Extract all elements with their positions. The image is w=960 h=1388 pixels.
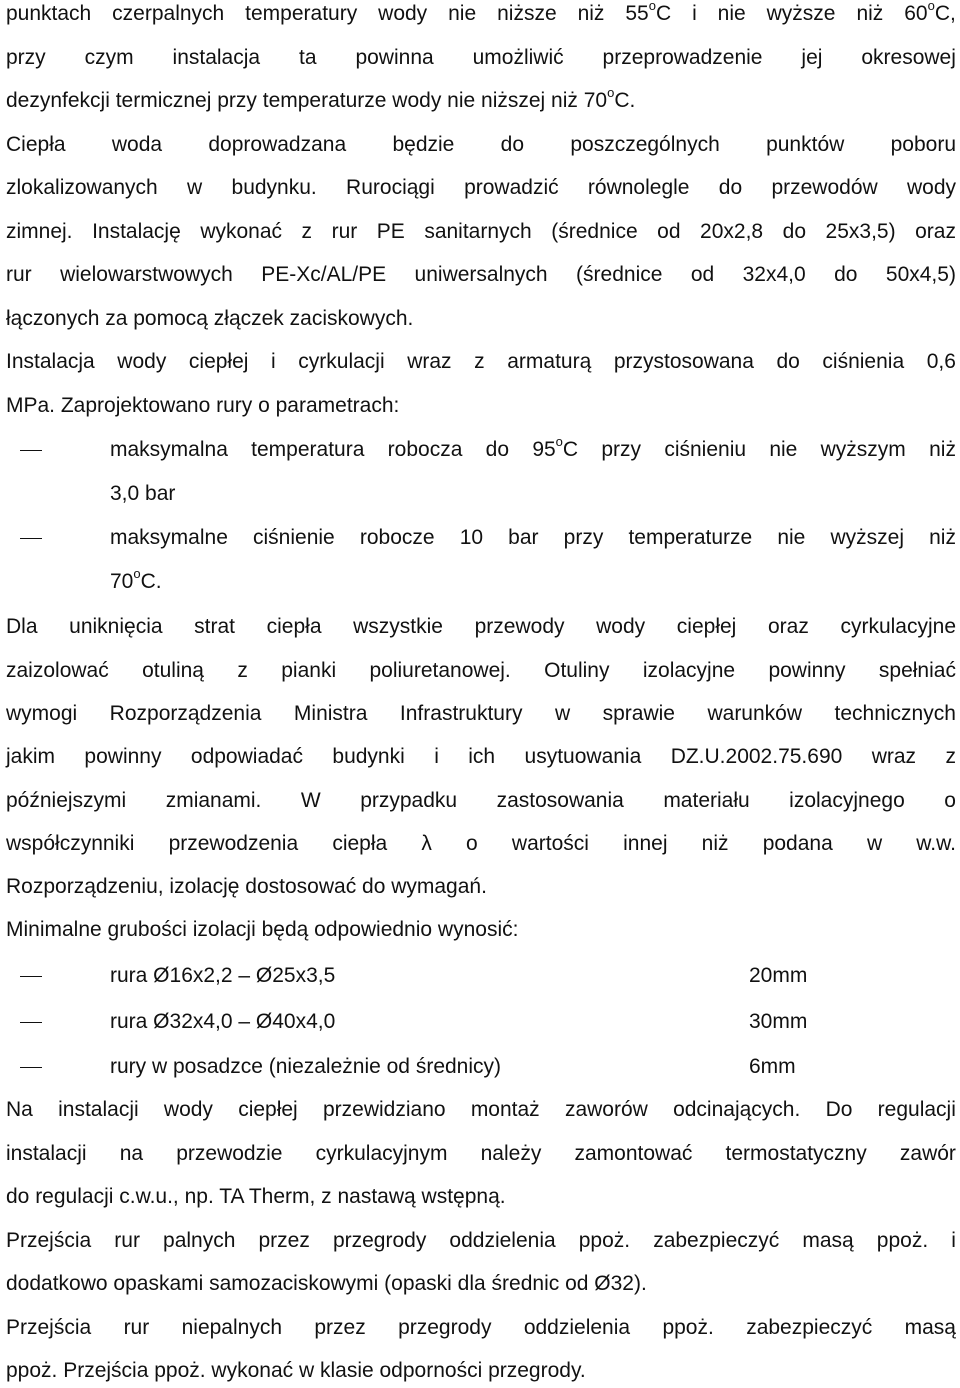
word: niż	[929, 526, 956, 549]
word: i	[271, 350, 276, 373]
word: podana	[762, 832, 833, 855]
text-line-26	[6, 1096, 956, 1124]
word: oddzielenia	[523, 1316, 631, 1339]
word: ciepła	[332, 832, 388, 855]
word: PE-Xc/AL/PE	[261, 263, 387, 286]
word: zamontować	[574, 1142, 693, 1165]
word: przeprowadzenie	[602, 46, 763, 69]
text-line-15	[6, 613, 956, 641]
text-line-29	[6, 1227, 956, 1255]
word: oddzielenia	[449, 1229, 556, 1252]
text-line-5	[6, 174, 956, 202]
word: Ministra	[293, 702, 368, 725]
word: nie	[777, 526, 806, 549]
word: należy	[480, 1142, 542, 1165]
word: prowadzić	[464, 176, 559, 199]
word: przy	[563, 526, 604, 549]
word: wyższe	[766, 2, 836, 25]
word: powinny	[768, 659, 846, 682]
word: technicznych	[834, 702, 956, 725]
word: przewodów	[771, 176, 878, 199]
word: od	[690, 263, 715, 286]
word: instalacji	[6, 1142, 87, 1165]
word: wody	[596, 615, 646, 638]
word: 10	[459, 526, 484, 549]
word: będzie	[392, 133, 455, 156]
text-line-3: dezynfekcji termicznej przy temperaturze wody nie niższej niż 70$^o$C.	[6, 85, 636, 112]
word: wraz	[871, 745, 917, 768]
text-line-19	[6, 787, 956, 815]
word: ppoż.	[578, 1229, 631, 1252]
text-line-4	[6, 131, 956, 159]
dash-bullet-icon	[20, 1067, 42, 1068]
word: maksymalne	[110, 526, 228, 549]
word: strat	[194, 615, 236, 638]
word: uniknięcia	[69, 615, 163, 638]
insulation-thickness: 6mm	[749, 1055, 796, 1078]
word: izolacyjnego	[789, 789, 905, 812]
word: do	[782, 220, 806, 243]
word: (średnice	[551, 220, 638, 243]
word: przez	[314, 1316, 366, 1339]
word: niepalnych	[181, 1316, 282, 1339]
text-line-6	[6, 218, 956, 246]
temperature-55: 55$^o$C	[625, 0, 672, 25]
word: niż	[856, 2, 884, 25]
word: wszystkie	[353, 615, 443, 638]
text-line-22: Minimalne grubości izolacji będą odpowiednio wynosić:	[6, 918, 519, 941]
word: Przejścia	[6, 1316, 92, 1339]
word: temperaturze	[628, 526, 753, 549]
word: zabezpieczyć	[746, 1316, 873, 1339]
word: termostatyczny	[725, 1142, 867, 1165]
word: z	[301, 220, 313, 243]
temperature-60: 60$^o$C,	[904, 0, 956, 25]
word: ppoż.	[662, 1316, 714, 1339]
word: otuliną	[142, 659, 204, 682]
word: PE	[376, 220, 405, 243]
text-line-21: Rozporządzeniu, izolację dostosować do wymagań.	[6, 875, 487, 898]
word: z	[945, 745, 956, 768]
word: niż	[701, 832, 729, 855]
text-line-20	[6, 830, 956, 858]
word: rur	[123, 1316, 150, 1339]
insulation-thickness: 30mm	[749, 1010, 808, 1033]
word: do	[834, 263, 858, 286]
word: rur	[6, 263, 32, 286]
text-line-30: dodatkowo opaskami samozaciskowymi (opaski dla średnic od Ø32).	[6, 1272, 647, 1295]
word: przewodzenia	[168, 832, 299, 855]
word: do	[776, 350, 800, 373]
text-line-18	[6, 743, 956, 771]
word: i	[434, 745, 439, 768]
word: sprawie	[602, 702, 675, 725]
word: zawór	[899, 1142, 956, 1165]
word: wraz	[407, 350, 452, 373]
word: uniwersalnych	[414, 263, 548, 286]
word: usytuowania	[524, 745, 642, 768]
word: niż	[577, 2, 605, 25]
word: odcinających.	[673, 1098, 801, 1121]
word: zastosowania	[496, 789, 624, 812]
word: armaturą	[507, 350, 592, 373]
word: masą	[904, 1316, 956, 1339]
word: zlokalizowanych	[6, 176, 158, 199]
word: przy	[6, 46, 46, 69]
word: zimnej.	[6, 220, 73, 243]
word: zmianami.	[165, 789, 262, 812]
word: o	[944, 789, 956, 812]
word: poliuretanowej.	[369, 659, 511, 682]
text-line-2	[6, 44, 956, 72]
word: i	[692, 2, 697, 25]
text-line-7	[6, 261, 956, 289]
word: w.w.	[916, 832, 956, 855]
word: wody	[378, 2, 428, 25]
text-line-16	[6, 657, 956, 685]
dash-bullet-icon	[20, 538, 42, 539]
word: nie	[448, 2, 477, 25]
word: Ciepła	[6, 133, 66, 156]
word: wartości	[511, 832, 589, 855]
word: regulacji	[877, 1098, 956, 1121]
word: temperatury	[245, 2, 358, 25]
word: masą	[802, 1229, 854, 1252]
word: budynki	[332, 745, 405, 768]
word: 0,6	[926, 350, 956, 373]
word: zaizolować	[6, 659, 109, 682]
word: przegrody	[332, 1229, 427, 1252]
word: Infrastruktury	[399, 702, 523, 725]
word: zaworów	[564, 1098, 648, 1121]
word: Rozporządzenia	[109, 702, 262, 725]
word: przystosowana	[613, 350, 754, 373]
word: cyrkulacyjne	[840, 615, 956, 638]
word: współczynniki	[6, 832, 135, 855]
word: Dla	[6, 615, 38, 638]
text-line-17	[6, 700, 956, 728]
word: Instalację	[92, 220, 181, 243]
word: jakim	[6, 745, 56, 768]
word: ciepłej	[188, 350, 249, 373]
word: od	[657, 220, 681, 243]
insulation-item-3	[6, 1053, 956, 1081]
word: rur	[331, 220, 358, 243]
word: jej	[801, 46, 823, 69]
word: oraz	[915, 220, 956, 243]
word: sanitarnych	[424, 220, 532, 243]
word: ppoż.	[876, 1229, 929, 1252]
word: z	[474, 350, 485, 373]
word: wody	[117, 350, 167, 373]
word: nie	[717, 2, 746, 25]
word: ciepła	[266, 615, 322, 638]
word: W	[300, 789, 321, 812]
word: przypadku	[360, 789, 458, 812]
word: cyrkulacji	[298, 350, 385, 373]
word: DZ.U.2002.75.690	[670, 745, 843, 768]
word: zabezpieczyć	[653, 1229, 780, 1252]
text-line-1	[6, 0, 956, 28]
dash-bullet-icon	[20, 1022, 42, 1023]
word: Na	[6, 1098, 33, 1121]
word: w	[554, 702, 571, 725]
word: okresowej	[861, 46, 956, 69]
word: ta	[299, 46, 317, 69]
word: Do	[825, 1098, 853, 1121]
word: wody	[906, 176, 956, 199]
word: materiału	[663, 789, 750, 812]
insulation-item-2	[6, 1008, 956, 1036]
insulation-thickness: 20mm	[749, 964, 808, 987]
word: 20x2,8	[700, 220, 764, 243]
word: ciepłej	[238, 1098, 298, 1121]
word: z	[237, 659, 248, 682]
word: pianki	[281, 659, 337, 682]
word: o	[466, 832, 478, 855]
word: późniejszymi	[6, 789, 127, 812]
word: ciśnienia	[822, 350, 905, 373]
word: instalacja	[172, 46, 261, 69]
word: doprowadzana	[208, 133, 347, 156]
word: spełniać	[878, 659, 956, 682]
word: przewody	[474, 615, 565, 638]
word: i	[951, 1229, 956, 1252]
text-line-27	[6, 1140, 956, 1168]
word: poboru	[890, 133, 956, 156]
word: przez	[258, 1229, 310, 1252]
insulation-pipe: rura Ø32x4,0 – Ø40x4,0	[110, 1010, 336, 1033]
word: wyższej	[830, 526, 904, 549]
word: do	[500, 133, 525, 156]
text-line-32: ppoż. Przejścia ppoż. wykonać w klasie odporności przegrody.	[6, 1359, 586, 1382]
word: 50x4,5)	[885, 263, 956, 286]
word: Rurociągi	[346, 176, 435, 199]
text-line-31	[6, 1314, 956, 1342]
word: poszczególnych	[570, 133, 720, 156]
word: Instalacja	[6, 350, 95, 373]
word: wymogi	[6, 702, 78, 725]
word: wielowarstwowych	[60, 263, 233, 286]
text-line-10: MPa. Zaprojektowano rury o parametrach:	[6, 394, 400, 417]
bullet-item-max-temperature: maksymalna temperatura robocza do 95$^o$C przy ciśnieniu nie wyższym niż	[6, 436, 956, 464]
insulation-pipe: rury w posadzce (niezależnie od średnicy)	[110, 1055, 502, 1078]
text-line-8: łączonych za pomocą złączek zaciskowych.	[6, 307, 414, 330]
dash-bullet-icon	[20, 976, 42, 977]
word: przewidziano	[322, 1098, 446, 1121]
word: w	[866, 832, 883, 855]
word: Przejścia	[6, 1229, 92, 1252]
word: powinna	[355, 46, 434, 69]
word: czerpalnych	[112, 2, 225, 25]
word: (średnice	[576, 263, 663, 286]
bullet-item-max-pressure-cont: 70$^o$C.	[110, 566, 162, 593]
dash-bullet-icon	[20, 450, 42, 451]
word: równolegle	[587, 176, 690, 199]
word: wody	[163, 1098, 213, 1121]
word: w	[187, 176, 203, 199]
bullet-item-max-pressure	[6, 524, 956, 552]
word: cyrkulacyjnym	[315, 1142, 448, 1165]
word: umożliwić	[472, 46, 564, 69]
word: bar	[508, 526, 539, 549]
word: innej	[623, 832, 668, 855]
text-line-28: do regulacji c.w.u., np. TA Therm, z nastawą wstępną.	[6, 1185, 506, 1208]
word: przegrody	[398, 1316, 492, 1339]
word: robocze	[359, 526, 435, 549]
word: na	[119, 1142, 144, 1165]
word: oraz	[767, 615, 809, 638]
word: przewodzie	[176, 1142, 283, 1165]
word: ciepłej	[676, 615, 737, 638]
insulation-pipe: rura Ø16x2,2 – Ø25x3,5	[110, 964, 336, 987]
insulation-item-1	[6, 962, 956, 990]
word: niższe	[497, 2, 557, 25]
word: 32x4,0	[742, 263, 806, 286]
word: punktów	[766, 133, 845, 156]
word: λ	[421, 832, 432, 855]
word: ich	[468, 745, 496, 768]
word: Otuliny	[544, 659, 610, 682]
word: budynku.	[231, 176, 317, 199]
word: powinny	[84, 745, 162, 768]
word: 25x3,5)	[825, 220, 896, 243]
word: do	[718, 176, 743, 199]
word: czym	[84, 46, 134, 69]
word: ciśnienie	[253, 526, 335, 549]
word: instalacji	[58, 1098, 139, 1121]
word: izolacyjne	[642, 659, 736, 682]
word: woda	[111, 133, 163, 156]
word: palnych	[163, 1229, 236, 1252]
text-line-9	[6, 348, 956, 376]
word: warunków	[707, 702, 803, 725]
word: rur	[114, 1229, 140, 1252]
word: punktach	[6, 2, 92, 25]
bullet-item-max-temperature-cont: 3,0 bar	[110, 482, 176, 505]
word: montaż	[470, 1098, 540, 1121]
word: wykonać	[200, 220, 283, 243]
word: odpowiadać	[190, 745, 303, 768]
